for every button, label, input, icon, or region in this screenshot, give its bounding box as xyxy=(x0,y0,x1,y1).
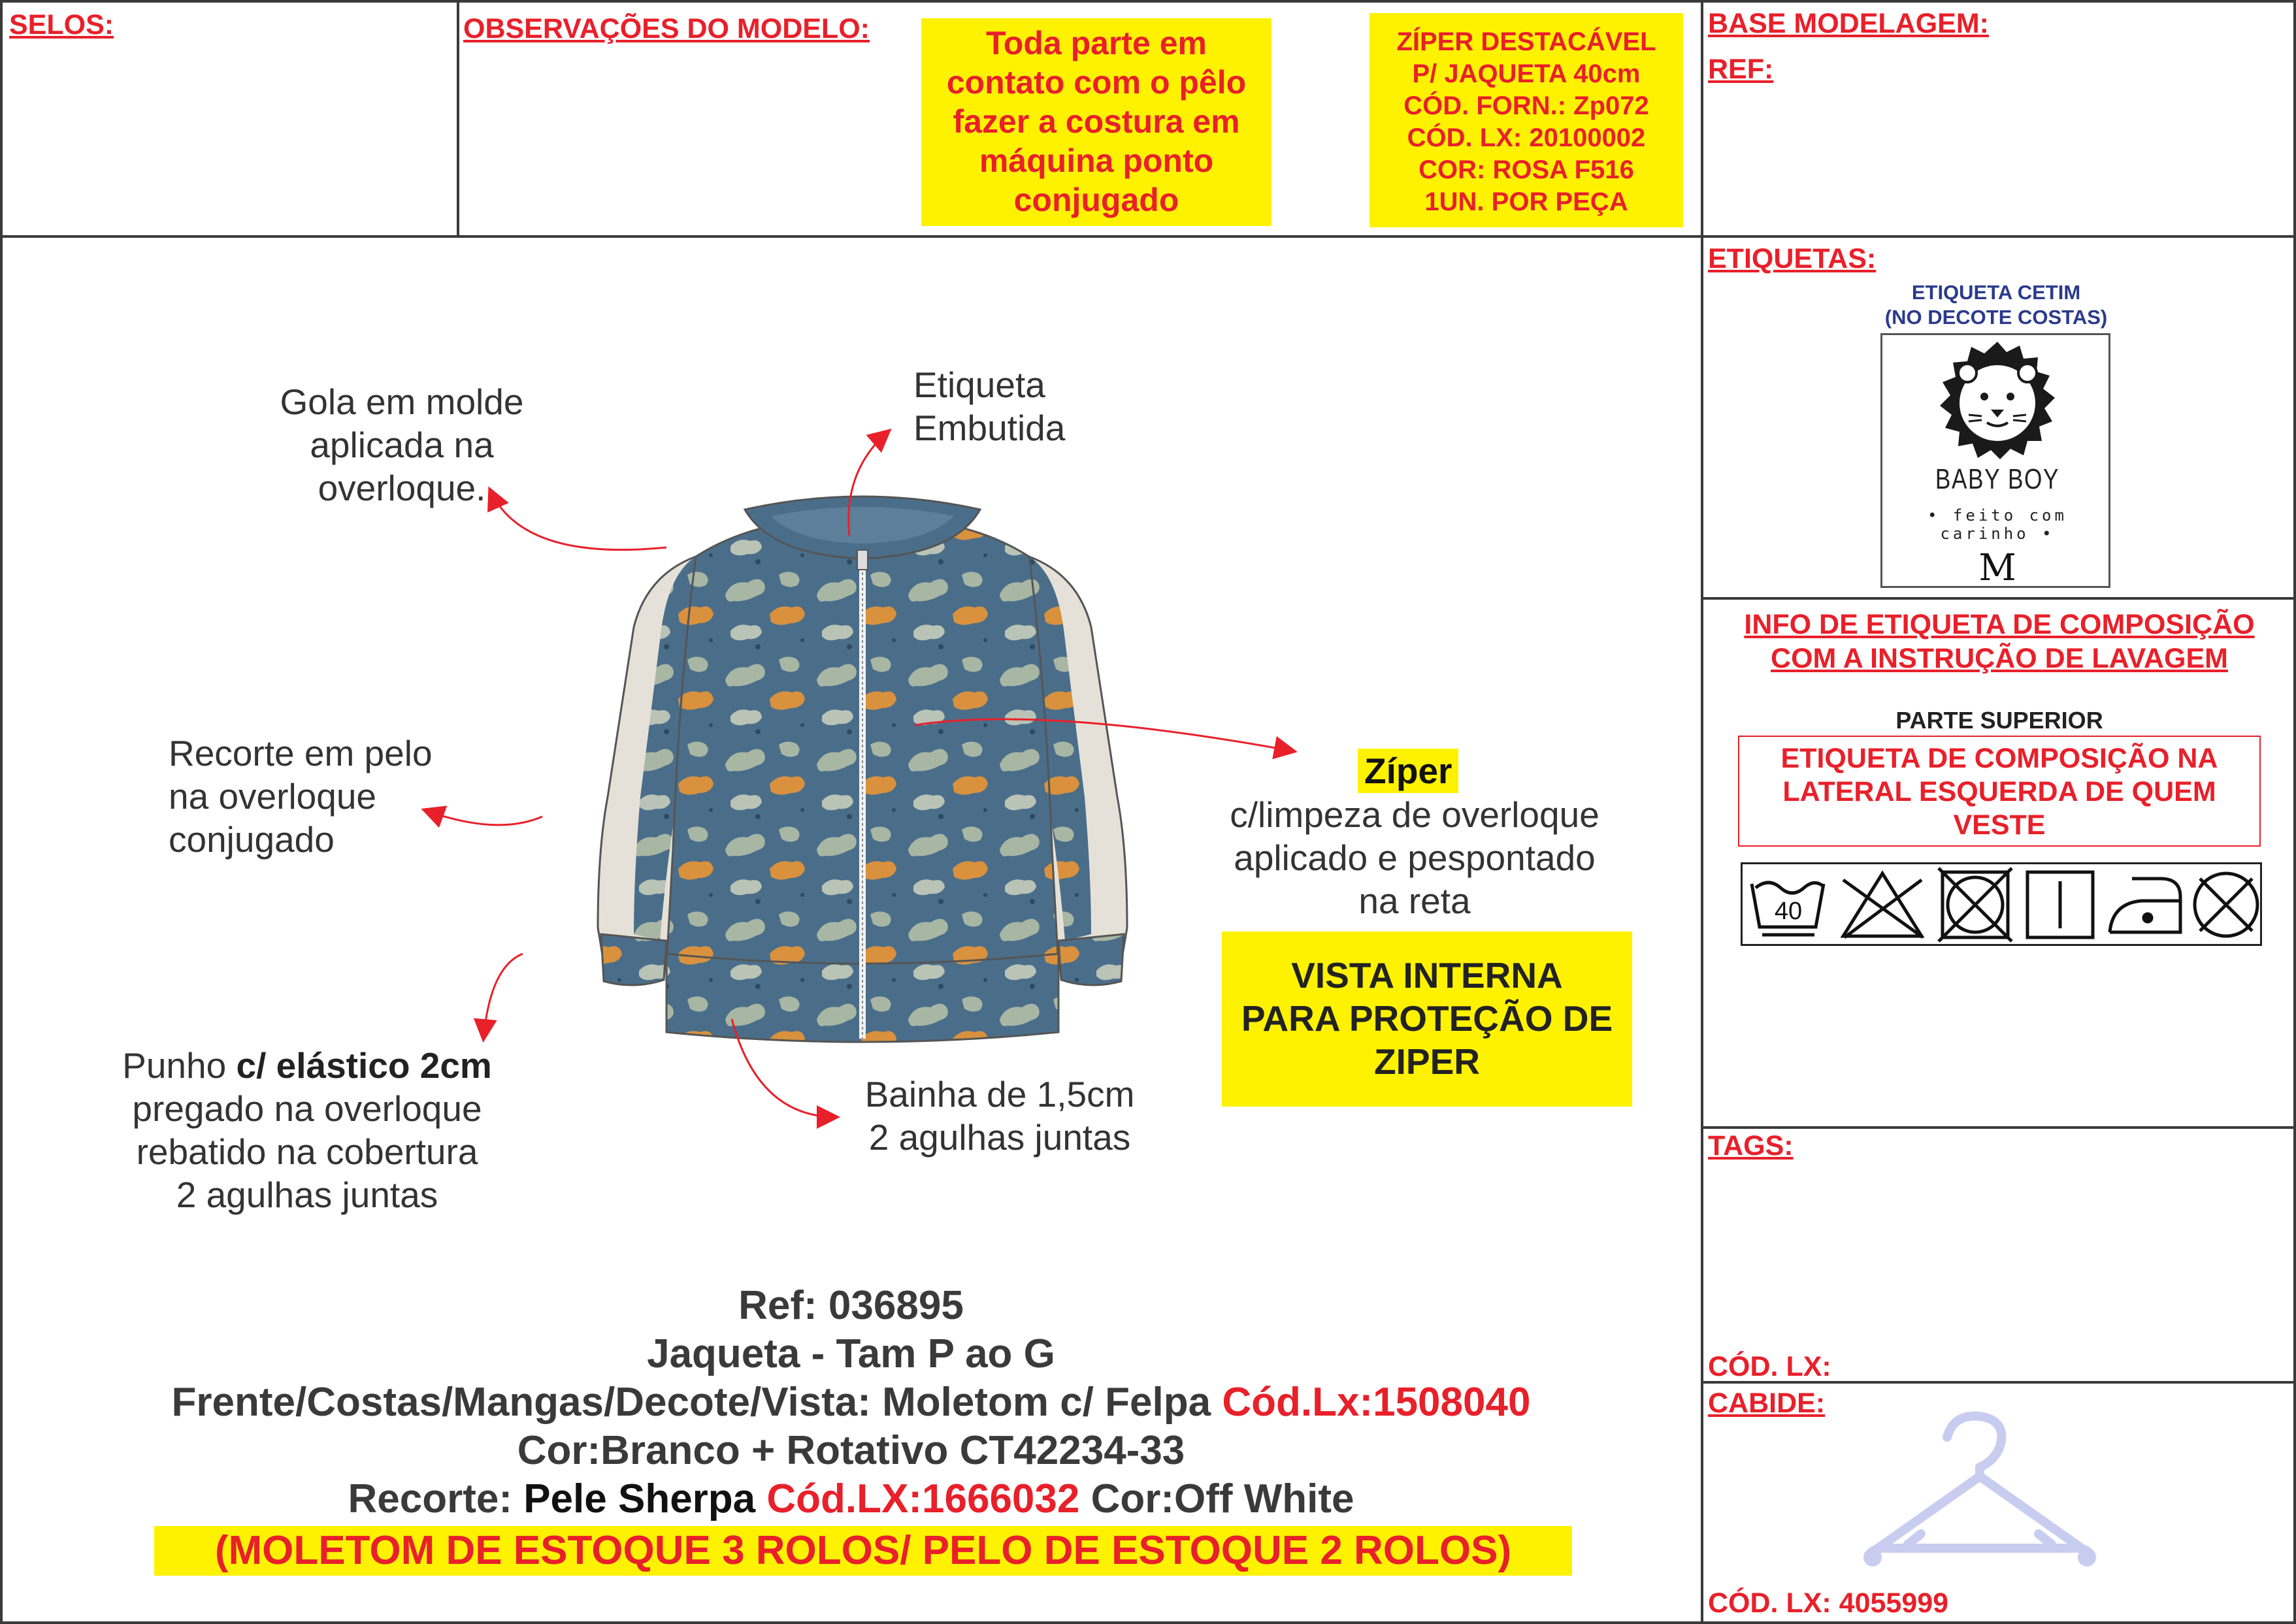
note-recorte-line: conjugado xyxy=(169,819,335,860)
woven-label xyxy=(1880,333,2110,588)
note-pelo-box xyxy=(921,18,1271,226)
label-brand: BABY BOY xyxy=(1935,463,2060,495)
ref-label: REF: xyxy=(1708,54,1774,85)
info-composicao-1: INFO DE ETIQUETA DE COMPOSIÇÃO xyxy=(1744,609,2255,640)
note-punho-line: pregado na overloque xyxy=(132,1088,482,1129)
note-gola-line: overloque. xyxy=(318,468,486,508)
vista-interna-box xyxy=(1222,932,1632,1107)
recorte-text-a: Recorte: xyxy=(348,1476,524,1521)
cabide-cod: CÓD. LX: 4055999 xyxy=(1708,1587,1949,1619)
care-symbols xyxy=(1743,864,2260,944)
note-gola-line: aplicada na xyxy=(310,425,494,465)
etiqueta-cetim-sub: (NO DECOTE COSTAS) xyxy=(1884,306,2108,329)
note-ziper-box xyxy=(1369,13,1683,227)
selos-divider xyxy=(457,0,459,236)
product-ref: Ref: 036895 xyxy=(738,1283,964,1328)
info-composicao-2: COM A INSTRUÇÃO DE LAVAGEM xyxy=(1771,643,2228,674)
label-tagline: • feito com carinho • xyxy=(1927,506,2067,543)
header-divider xyxy=(0,235,1702,238)
line-dry-icon xyxy=(2027,872,2093,937)
vista-interna-line: VISTA INTERNA xyxy=(1291,955,1563,996)
stock-note: (MOLETOM DE ESTOQUE 3 ROLOS/ PELO DE ESTOQUE 2 ROLOS) xyxy=(154,1526,1572,1576)
border-bottom xyxy=(0,1621,2296,1624)
note-bainha-line: Bainha de 1,5cm xyxy=(864,1074,1135,1114)
note-punho-line: rebatido na cobertura xyxy=(136,1131,478,1172)
sidebar-line-2 xyxy=(1701,597,2296,600)
note-ziper xyxy=(1202,793,1627,922)
punho-text-b: c/ elástico 2cm xyxy=(236,1045,492,1086)
note-etiqueta-line: Embutida xyxy=(913,408,1066,448)
note-etiqueta-line: Etiqueta xyxy=(913,365,1045,405)
cabide-label: CABIDE: xyxy=(1708,1388,1826,1419)
product-name: Jaqueta - Tam P ao G xyxy=(647,1331,1055,1376)
note-ziper-desc-line: na reta xyxy=(1358,881,1471,921)
punho-text-a: Punho xyxy=(122,1045,237,1086)
no-bleach-icon xyxy=(1843,873,1923,937)
note-pelo-line: contato com o pêlo xyxy=(946,64,1247,101)
note-ziper-line: 1UN. POR PEÇA xyxy=(1424,187,1628,216)
vista-interna-line: ZIPER xyxy=(1374,1041,1480,1082)
observacoes-label: OBSERVAÇÕES DO MODELO: xyxy=(463,13,870,44)
base-modelagem-label: BASE MODELAGEM: xyxy=(1708,8,1989,39)
fabric-text: Frente/Costas/Mangas/Decote/Vista: Moletom c/ Felpa xyxy=(171,1380,1222,1425)
selos-label: SELOS: xyxy=(9,9,114,41)
note-ziper-line: ZÍPER DESTACÁVEL xyxy=(1396,27,1656,56)
vista-interna-line: PARA PROTEÇÃO DE xyxy=(1241,998,1613,1039)
recorte-text-c: Cor:Off White xyxy=(1079,1476,1354,1521)
note-ziper-line: P/ JAQUETA 40cm xyxy=(1412,59,1641,88)
note-etiqueta xyxy=(913,363,1065,449)
note-recorte-line: na overloque xyxy=(169,776,377,817)
sidebar-line-3 xyxy=(1701,1126,2296,1129)
etiquetas-label: ETIQUETAS: xyxy=(1708,243,1877,274)
lion-logo-icon xyxy=(1882,335,2112,466)
etiqueta-composicao-line: VESTE xyxy=(1953,809,2046,841)
product-color: Cor:Branco + Rotativo CT42234-33 xyxy=(517,1428,1185,1473)
hanger-icon xyxy=(1849,1405,2124,1574)
note-pelo-line: fazer a costura em xyxy=(953,103,1240,140)
note-recorte xyxy=(169,732,433,861)
note-gola-line: Gola em molde xyxy=(280,382,524,422)
etiqueta-composicao-box xyxy=(1738,736,2261,847)
etiqueta-cetim-title: ETIQUETA CETIM xyxy=(1911,281,2081,304)
note-recorte-line: Recorte em pelo xyxy=(169,733,433,773)
border-top xyxy=(0,0,2296,3)
fabric-code: Cód.Lx:1508040 xyxy=(1222,1380,1531,1425)
note-bainha xyxy=(830,1073,1170,1159)
no-dry-clean-icon xyxy=(2195,873,2257,936)
note-ziper-desc-line: c/limpeza de overloque xyxy=(1230,794,1599,835)
note-bainha-line: 2 agulhas juntas xyxy=(868,1117,1131,1158)
ziper-title: Zíper xyxy=(1358,749,1458,793)
recorte-code: Cód.LX:1666032 xyxy=(766,1476,1080,1521)
note-ziper-line: CÓD. LX: 20100002 xyxy=(1407,123,1646,152)
cod-lx-label: CÓD. LX: xyxy=(1708,1351,1831,1382)
recorte-text-b: Pele Sherpa xyxy=(523,1476,767,1521)
care-symbols-box xyxy=(1741,862,2262,946)
product-fabric xyxy=(0,1378,1702,1427)
product-recorte xyxy=(0,1475,1702,1523)
label-size: M xyxy=(1978,547,2016,589)
wash-temp-text: 40 xyxy=(1774,898,1803,925)
note-ziper-desc-line: aplicado e pespontado xyxy=(1234,837,1596,878)
sidebar-line-1 xyxy=(1701,235,2296,238)
etiqueta-composicao-line: ETIQUETA DE COMPOSIÇÃO NA xyxy=(1780,743,2218,774)
iron-low-icon xyxy=(2110,879,2180,932)
note-pelo-line: conjugado xyxy=(1013,182,1179,218)
note-pelo-line: máquina ponto xyxy=(979,142,1214,179)
etiqueta-composicao-line: LATERAL ESQUERDA DE QUEM xyxy=(1782,776,2216,807)
note-punho-line: 2 agulhas juntas xyxy=(176,1175,438,1215)
note-gola xyxy=(248,380,555,510)
note-punho xyxy=(98,1044,516,1216)
parte-superior: PARTE SUPERIOR xyxy=(1895,707,2103,734)
note-ziper-line: CÓD. FORN.: Zp072 xyxy=(1403,91,1649,120)
note-pelo-line: Toda parte em xyxy=(985,25,1207,61)
no-tumble-dry-icon xyxy=(1939,868,2012,941)
note-ziper-line: COR: ROSA F516 xyxy=(1419,155,1634,184)
tags-label: TAGS: xyxy=(1708,1130,1794,1161)
note-punho-title xyxy=(98,1044,516,1087)
